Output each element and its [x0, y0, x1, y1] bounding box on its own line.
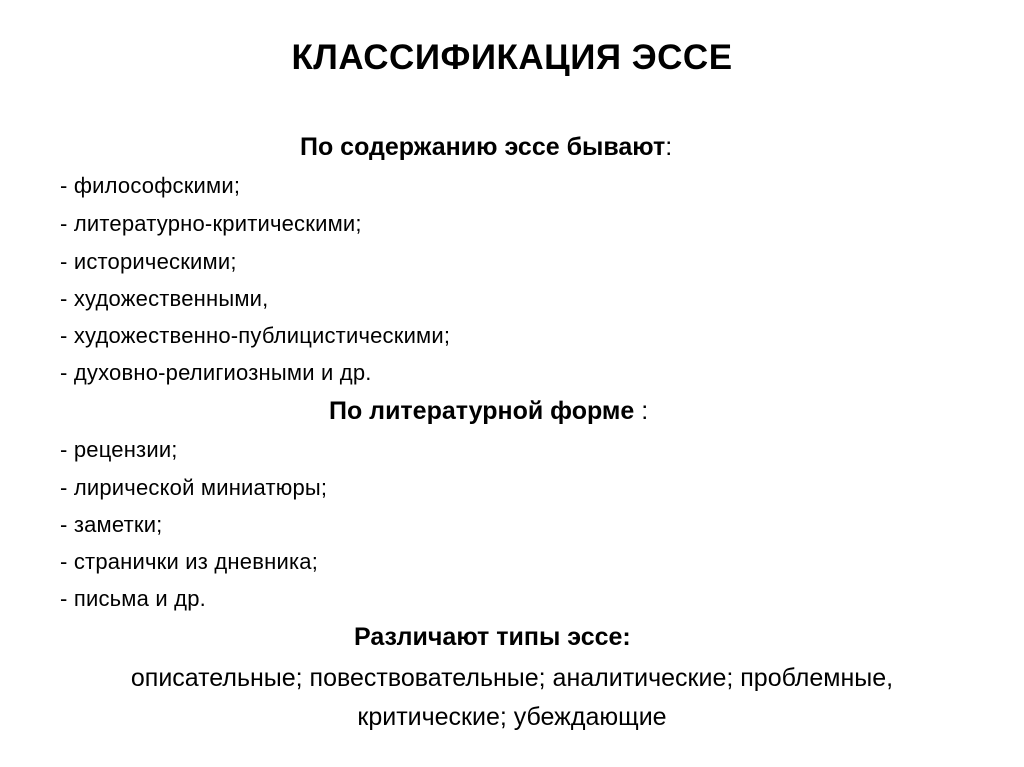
section-heading-content-text: По содержанию эссе бывают: [300, 133, 666, 161]
section-heading-form-text: По литературной форме: [329, 397, 635, 425]
list-item: - литературно-критическими;: [60, 211, 362, 236]
list-item: - историческими;: [60, 249, 237, 274]
list-item: - письма и др.: [60, 586, 206, 611]
list-item: - заметки;: [60, 512, 163, 537]
list-item: - духовно-религиозными и др.: [60, 360, 372, 385]
section-heading-types: Различают типы эссе:: [354, 623, 631, 651]
list-item: - художественно-публицистическими;: [60, 323, 451, 348]
section-heading-form: [329, 397, 648, 426]
list-item: - философскими;: [60, 173, 241, 198]
page-title: КЛАССИФИКАЦИЯ ЭССЕ: [291, 38, 733, 77]
list-item: - лирической миниатюры;: [60, 475, 328, 500]
list-item: - рецензии;: [60, 437, 178, 462]
list-item: - странички из дневника;: [60, 549, 319, 574]
section-heading-content: [300, 133, 672, 162]
list-item: - художественными,: [60, 286, 269, 311]
section-heading-content-colon: :: [665, 133, 673, 161]
types-line-1: описательные; повествовательные; аналитические; проблемные,: [130, 664, 894, 692]
section-heading-form-colon: :: [634, 397, 649, 425]
types-line-2: критические; убеждающие: [357, 703, 667, 731]
